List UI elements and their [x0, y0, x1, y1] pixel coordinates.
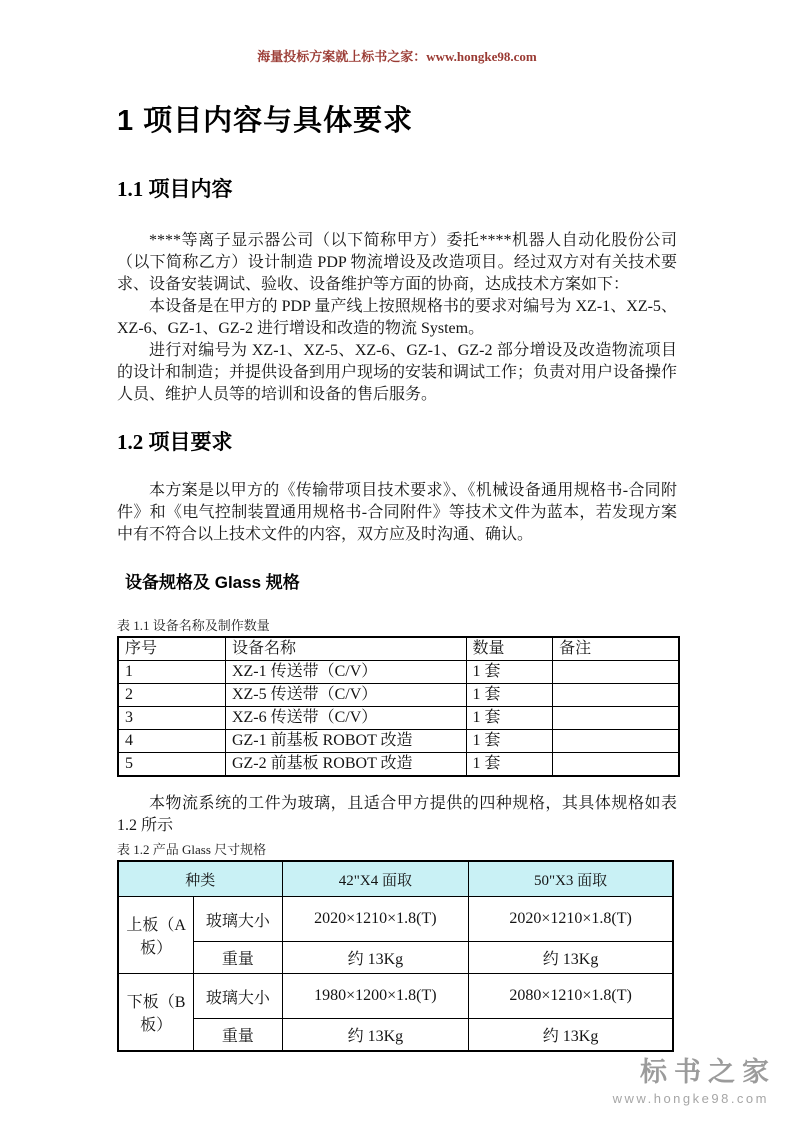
paragraph-design-services: 进行对编号为 XZ-1、XZ-5、XZ-6、GZ-1、GZ-2 部分增设及改造物流项目的设计和制造；并提供设备到用户现场的安装和调试工作；负责对用户设备操作人员、维护人员等的培训和设备的售后服务。 — [117, 342, 678, 403]
cell-size-42: 1980×1200×1.8(T) — [282, 974, 469, 1019]
section-1-1-heading: 1.1 项目内容 — [117, 177, 233, 201]
cell-remark — [553, 661, 679, 684]
equipment-glass-subheading: 设备规格及 Glass 规格 — [125, 573, 300, 592]
table-row — [118, 974, 673, 1019]
cell-quantity: 1 套 — [466, 661, 553, 684]
cell-quantity: 1 套 — [466, 684, 553, 707]
cell-weight-42: 约 13Kg — [282, 1019, 469, 1052]
cell-size-42: 2020×1210×1.8(T) — [282, 897, 469, 942]
paragraph-requirements: 本方案是以甲方的《传输带项目技术要求》、《机械设备通用规格书-合同附件》和《电气控制装置通用规格书-合同附件》等技术文件为蓝本，若发现方案中有不符合以上技术文件的内容，双方应及时沟通、确认。 — [117, 482, 677, 543]
cell-index: 4 — [118, 730, 225, 753]
col-header-quantity: 数量 — [466, 637, 553, 661]
table-row — [118, 707, 679, 730]
cell-attr-label: 玻璃大小 — [194, 897, 282, 942]
cell-weight-42: 约 13Kg — [282, 942, 469, 974]
table-row — [118, 942, 673, 974]
glass-size-table — [117, 860, 674, 1052]
cell-index: 3 — [118, 707, 225, 730]
cell-quantity: 1 套 — [466, 753, 553, 777]
cell-weight-50: 约 13Kg — [469, 942, 673, 974]
col-header-kind: 种类 — [118, 861, 282, 897]
cell-group-lower-plate: 下板（B板） — [118, 974, 194, 1052]
table-row — [118, 684, 679, 707]
paragraph-project-intro: ****等离子显示器公司（以下简称甲方）委托****机器人自动化股份公司（以下简称乙方）设计制造 PDP 物流增设及改造项目。经过双方对有关技术要求、设备安装调试、验收、设备维护等方面的协商，达成技术方案如下： — [117, 232, 677, 293]
cell-remark — [553, 753, 679, 777]
cell-attr-label: 重量 — [194, 942, 282, 974]
cell-size-50: 2080×1210×1.8(T) — [469, 974, 673, 1019]
hongke-watermark — [612, 1050, 776, 1106]
glass-table-header-row — [118, 861, 673, 897]
table-row — [118, 1019, 673, 1052]
chapter-heading: 1 项目内容与具体要求 — [117, 105, 414, 137]
cell-quantity: 1 套 — [466, 730, 553, 753]
cell-device-name: XZ-5 传送带（C/V） — [225, 684, 466, 707]
cell-remark — [553, 684, 679, 707]
paragraph-glass-specs-intro: 本物流系统的工件为玻璃，且适合甲方提供的四种规格，其具体规格如表 1.2 所示 — [117, 795, 677, 834]
table-1-1-caption: 表 1.1 设备名称及制作数量 — [117, 618, 270, 633]
table-1-2-caption: 表 1.2 产品 Glass 尺寸规格 — [117, 842, 267, 857]
equipment-table-header-row — [118, 637, 679, 661]
cell-attr-label: 玻璃大小 — [194, 974, 282, 1019]
cell-device-name: XZ-1 传送带（C/V） — [225, 661, 466, 684]
cell-size-50: 2020×1210×1.8(T) — [469, 897, 673, 942]
table-row — [118, 897, 673, 942]
table-row — [118, 753, 679, 777]
section-1-2-heading: 1.2 项目要求 — [117, 430, 233, 454]
hongke-logo-text: 标书之家 — [640, 1057, 776, 1087]
cell-index: 2 — [118, 684, 225, 707]
cell-group-upper-plate: 上板（A板） — [118, 897, 194, 974]
cell-remark — [553, 707, 679, 730]
cell-index: 5 — [118, 753, 225, 777]
col-header-device-name: 设备名称 — [225, 637, 466, 661]
equipment-table — [117, 636, 680, 777]
cell-weight-50: 约 13Kg — [469, 1019, 673, 1052]
cell-device-name: GZ-1 前基板 ROBOT 改造 — [225, 730, 466, 753]
cell-quantity: 1 套 — [466, 707, 553, 730]
header-promo-line: 海量投标方案就上标书之家：www.hongke98.com — [257, 49, 537, 64]
col-header-50x3: 50"X3 面取 — [469, 861, 673, 897]
cell-remark — [553, 730, 679, 753]
table-row — [118, 730, 679, 753]
cell-device-name: XZ-6 传送带（C/V） — [225, 707, 466, 730]
cell-device-name: GZ-2 前基板 ROBOT 改造 — [225, 753, 466, 777]
col-header-remark: 备注 — [553, 637, 679, 661]
table-row — [118, 661, 679, 684]
col-header-42x4: 42"X4 面取 — [282, 861, 469, 897]
cell-attr-label: 重量 — [194, 1019, 282, 1052]
col-header-index: 序号 — [118, 637, 225, 661]
hongke-url-text: www.hongke98.com — [612, 1091, 769, 1106]
cell-index: 1 — [118, 661, 225, 684]
paragraph-equipment-scope: 本设备是在甲方的 PDP 量产线上按照规格书的要求对编号为 XZ-1、XZ-5、XZ-6、GZ-1、GZ-2 进行增设和改造的物流 System。 — [117, 298, 677, 337]
